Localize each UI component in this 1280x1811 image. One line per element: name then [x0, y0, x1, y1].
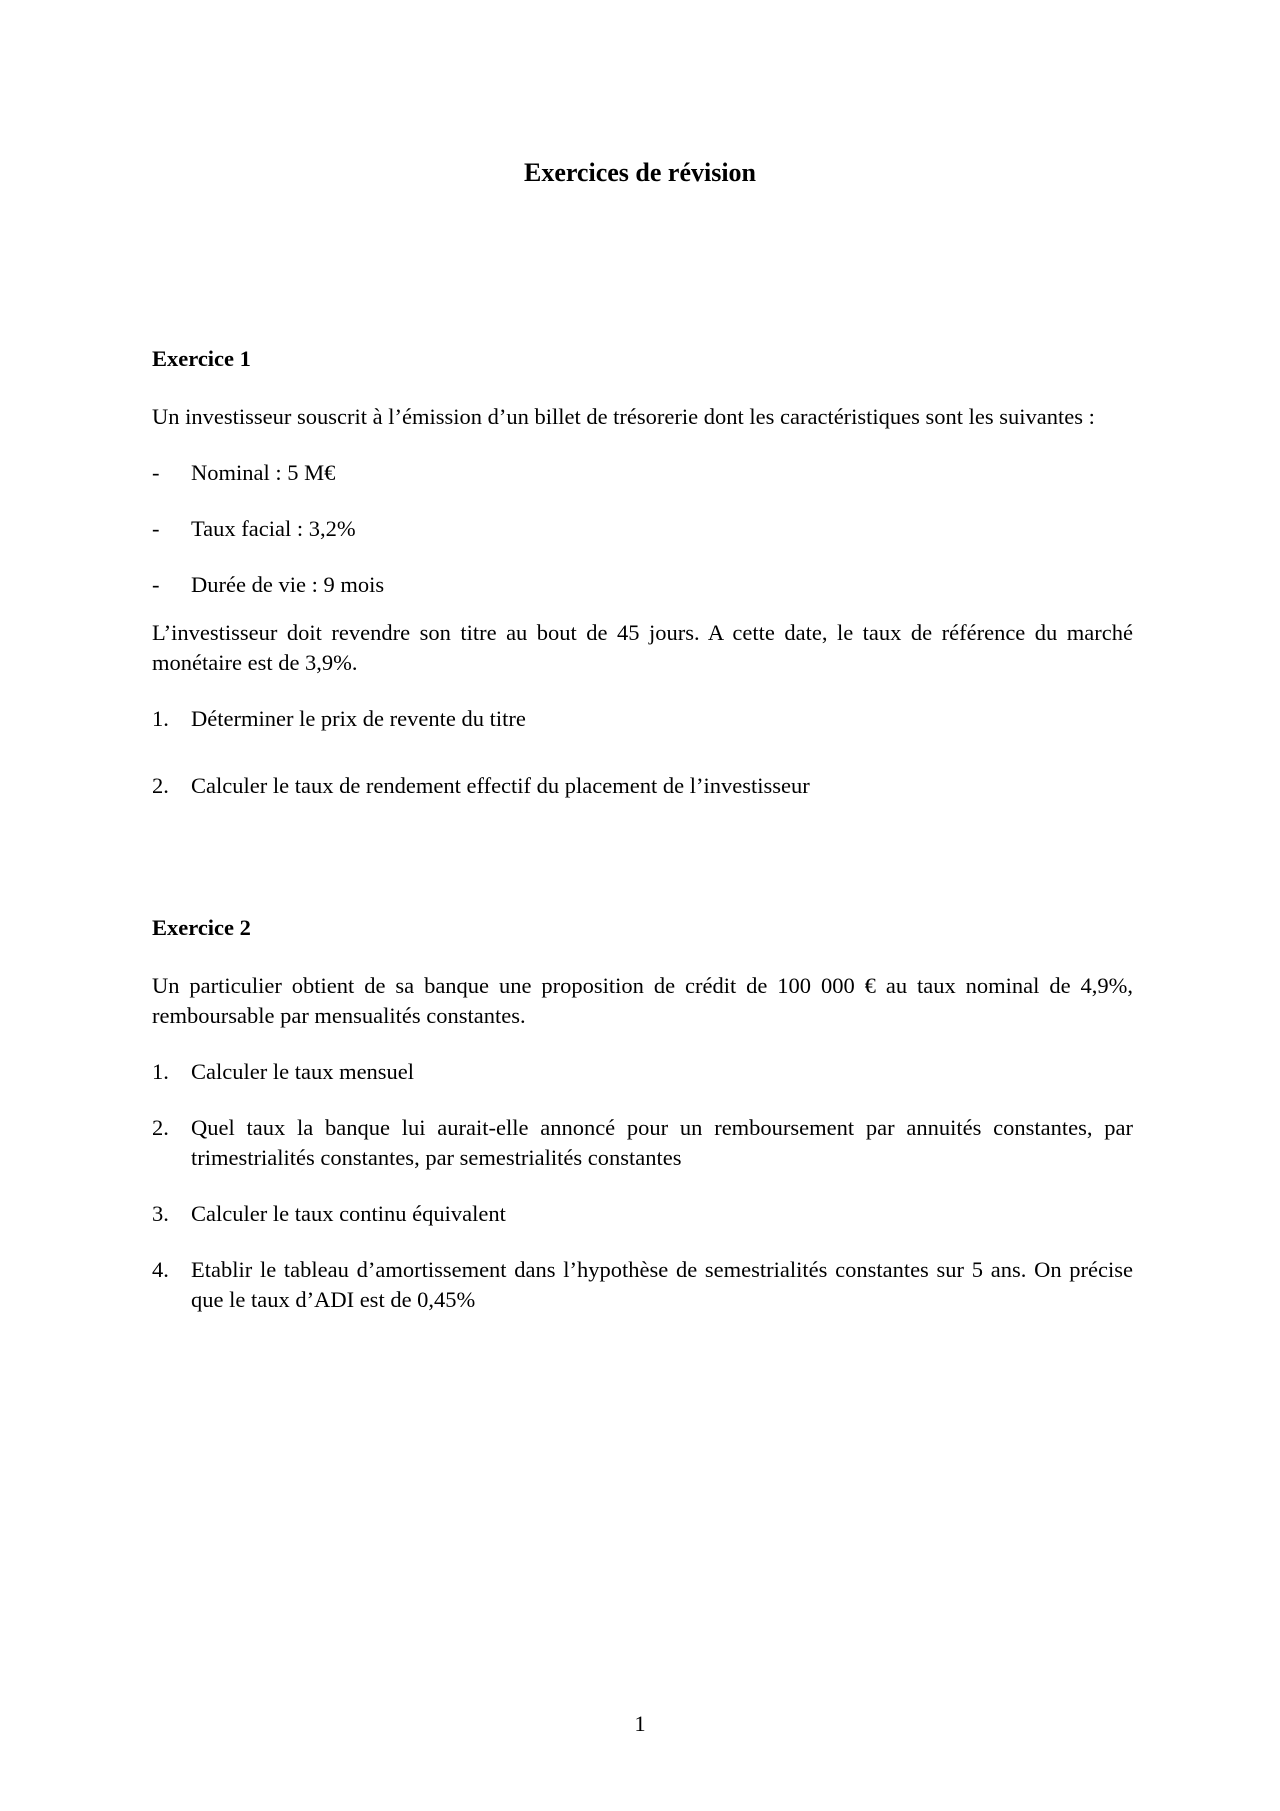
list-item — [152, 1199, 1133, 1229]
exercise-2-heading: Exercice 2 — [152, 915, 251, 940]
list-marker: 1. — [152, 1059, 169, 1084]
list-item — [152, 704, 1133, 734]
page-number: 1 — [634, 1711, 646, 1736]
list-item-text: Calculer le taux de rendement effectif du placement de l’investisseur — [191, 773, 810, 798]
exercise-1-intro: Un investisseur souscrit à l’émission d’un billet de trésorerie dont les caractéristiques sont les suivantes : — [152, 404, 1095, 429]
page-title: Exercices de révision — [523, 158, 757, 187]
exercise-1-characteristics-list — [152, 458, 1133, 600]
list-marker: 4. — [152, 1257, 169, 1282]
exercise-2-questions-list — [152, 1057, 1133, 1315]
exercise-2-intro: Un particulier obtient de sa banque une proposition de crédit de 100 000 € au taux nominal de 4,9%, remboursable par mensualités constantes. — [152, 973, 1133, 1028]
list-item-text: Nominal : 5 M€ — [191, 460, 336, 485]
exercise-1-context: L’investisseur doit revendre son titre au bout de 45 jours. A cette date, le taux de référence du marché monétaire est de 3,9%. — [152, 620, 1133, 675]
list-item-text: Calculer le taux continu équivalent — [191, 1201, 506, 1226]
list-item — [152, 1057, 1133, 1087]
list-marker: - — [152, 572, 160, 597]
list-marker: - — [152, 516, 160, 541]
list-marker: - — [152, 460, 160, 485]
list-item — [152, 1255, 1133, 1315]
list-item — [152, 514, 1133, 544]
list-item-text: Quel taux la banque lui aurait-elle annoncé pour un remboursement par annuités constantes, par trimestrialités constantes, par semestrialités constantes — [191, 1115, 1133, 1170]
list-item-text: Durée de vie : 9 mois — [191, 572, 385, 597]
list-item-text: Calculer le taux mensuel — [191, 1059, 415, 1084]
exercise-1-heading: Exercice 1 — [152, 346, 251, 371]
list-item — [152, 771, 1133, 801]
list-marker: 2. — [152, 773, 169, 798]
exercise-1-questions-list — [152, 704, 1133, 801]
list-item — [152, 458, 1133, 488]
list-item-text: Etablir le tableau d’amortissement dans l’hypothèse de semestrialités constantes sur 5 ans. On précise que le taux d’ADI est de 0,45% — [191, 1257, 1133, 1312]
list-marker: 3. — [152, 1201, 169, 1226]
list-item — [152, 570, 1133, 600]
list-item-text: Taux facial : 3,2% — [191, 516, 356, 541]
exercise-2-section — [152, 913, 1133, 1315]
list-marker: 2. — [152, 1115, 169, 1140]
list-marker: 1. — [152, 706, 169, 731]
list-item-text: Déterminer le prix de revente du titre — [191, 706, 526, 731]
exercise-1-section — [152, 344, 1133, 801]
list-item — [152, 1113, 1133, 1173]
